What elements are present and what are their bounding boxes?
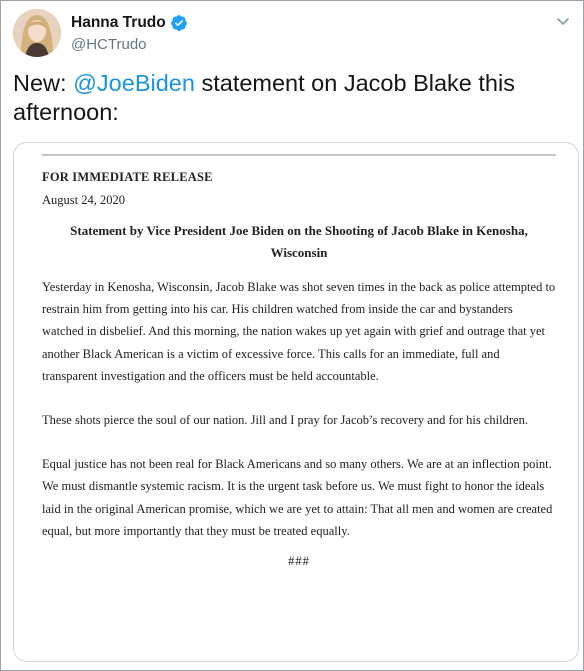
verified-badge-icon [170, 14, 188, 32]
avatar[interactable] [13, 9, 61, 57]
profile-photo-icon [13, 9, 61, 57]
author-info [71, 12, 188, 53]
statement-paragraph: These shots pierce the soul of our nation. Jill and I pray for Jacob’s recovery and for his children. [42, 413, 528, 428]
author-display-name[interactable]: Hanna Trudo [71, 14, 166, 31]
press-release-document [42, 154, 556, 569]
tweet-header [13, 9, 571, 61]
document-divider [42, 154, 556, 156]
release-label: FOR IMMEDIATE RELEASE [42, 170, 213, 184]
release-date: August 24, 2020 [42, 193, 125, 207]
tweet-text-suffix: statement on Jacob Blake this afternoon: [13, 70, 515, 125]
chevron-down-icon[interactable] [555, 13, 571, 29]
author-handle[interactable]: @HCTrudo [71, 36, 147, 53]
statement-paragraph: Equal justice has not been real for Black Americans and so many others. We are at an inflection point. We must dismantle systemic racism. It is the urgent task before us. We must fight to honor the ideals laid in the original American promise, which we are yet to attain: That all men and women are created equal, but more importantly that they must be treated equally. [42, 457, 553, 538]
tweet-text [13, 69, 573, 127]
attached-image[interactable] [13, 142, 579, 662]
statement-title: Statement by Vice President Joe Biden on the Shooting of Jacob Blake in Kenosha, Wisconsin [70, 223, 528, 260]
mention-link[interactable]: @JoeBiden [73, 70, 195, 96]
statement-paragraph: Yesterday in Kenosha, Wisconsin, Jacob Blake was shot seven times in the back as police attempted to restrain him from getting into his car. His children watched from inside the car and bystanders watched in disbelief. And this morning, the nation wakes up yet again with grief and outrage that yet another Black American is a victim of excessive force. This calls for an immediate, full and transparent investigation and the officers must be held accountable. [42, 280, 556, 383]
tweet-text-prefix: New: [13, 70, 74, 96]
end-mark: ### [288, 554, 310, 569]
